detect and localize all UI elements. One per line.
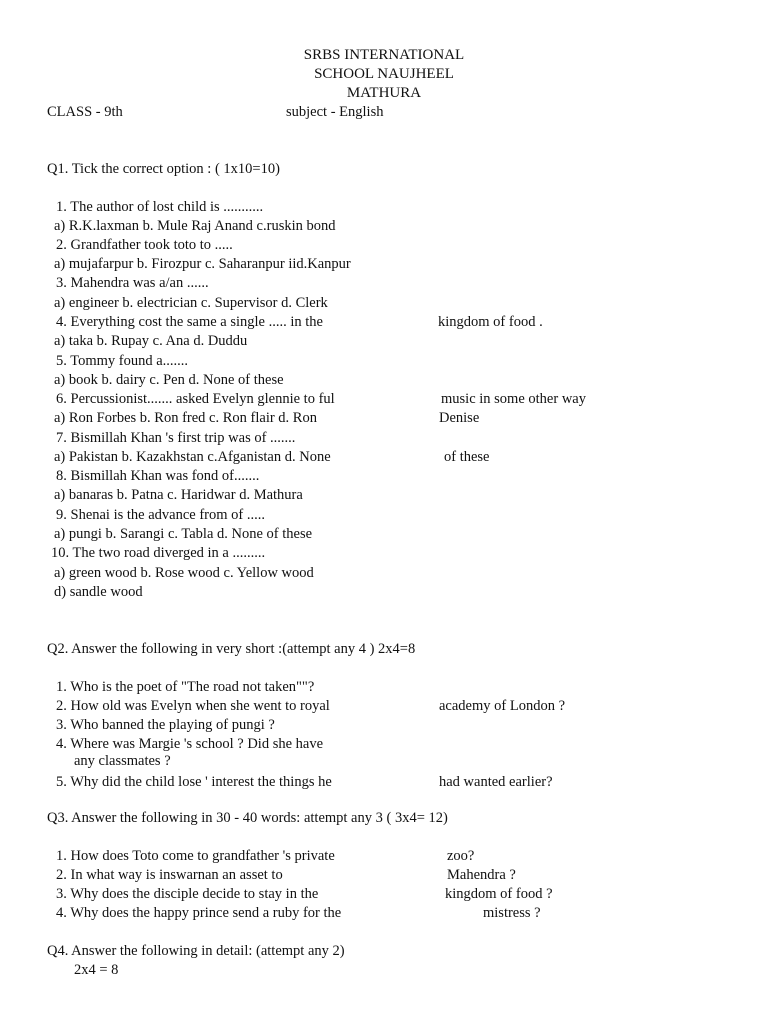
q2-heading: Q2. Answer the following in very short :(attempt any 4 ) 2x4=8 [47,641,416,657]
q1-line: a) engineer b. electrician c. Supervisor d. Clerk [54,295,328,311]
q1-line: a) mujafarpur b. Firozpur c. Saharanpur iid.Kanpur [54,256,351,272]
q1-line-continuation: music in some other way [441,391,586,407]
q2-line: 3. Who banned the playing of pungi ? [56,717,275,733]
q1-line: 1. The author of lost child is ........... [56,199,264,215]
q1-heading: Q1. Tick the correct option : ( 1x10=10) [47,161,280,177]
q2-line: 4. Where was Margie 's school ? Did she have [56,736,324,752]
q1-line: 5. Tommy found a....... [56,353,189,369]
q2-line: 2. How old was Evelyn when she went to royal [56,698,330,714]
school-name-line1: SRBS INTERNATIONAL [303,47,465,63]
q4-heading: Q4. Answer the following in detail: (attempt any 2) [47,943,345,959]
q4-marks: 2x4 = 8 [74,962,119,978]
q1-line-continuation: kingdom of food . [438,314,543,330]
q1-line: a) R.K.laxman b. Mule Raj Anand c.ruskin bond [54,218,336,234]
q2-line: any classmates ? [74,753,171,769]
q3-line-continuation: kingdom of food ? [445,886,553,902]
q3-heading: Q3. Answer the following in 30 - 40 words: attempt any 3 ( 3x4= 12) [47,810,448,826]
q1-line: 3. Mahendra was a/an ...... [56,275,209,291]
q1-line: d) sandle wood [54,584,143,600]
q1-line: a) taka b. Rupay c. Ana d. Duddu [54,333,248,349]
q1-line: a) book b. dairy c. Pen d. None of these [54,372,284,388]
q1-line: a) pungi b. Sarangi c. Tabla d. None of these [54,526,313,542]
q1-line: 6. Percussionist....... asked Evelyn glennie to ful [56,391,335,407]
q3-line: 1. How does Toto come to grandfather 's private [56,848,335,864]
q1-line: 2. Grandfather took toto to ..... [56,237,233,253]
q3-line-continuation: mistress ? [483,905,541,921]
q3-line-continuation: Mahendra ? [447,867,516,883]
q3-line: 2. In what way is inswarnan an asset to [56,867,283,883]
q2-line-continuation: had wanted earlier? [439,774,553,790]
subject-label: subject - English [286,104,384,120]
class-label: CLASS - 9th [47,104,123,120]
q1-line: 4. Everything cost the same a single ..... in the [56,314,323,330]
school-location: MATHURA [346,85,422,101]
q1-line: 9. Shenai is the advance from of ..... [56,507,265,523]
q3-line-continuation: zoo? [447,848,475,864]
q1-line: 8. Bismillah Khan was fond of....... [56,468,260,484]
q2-line-continuation: academy of London ? [439,698,566,714]
q2-line: 1. Who is the poet of "The road not taken""? [56,679,315,695]
q1-line: a) banaras b. Patna c. Haridwar d. Mathura [54,487,303,503]
q1-line: 10. The two road diverged in a ......... [51,545,266,561]
q1-line-continuation: of these [444,449,490,465]
q1-line: a) Ron Forbes b. Ron fred c. Ron flair d. Ron [54,410,317,426]
q1-line: a) green wood b. Rose wood c. Yellow wood [54,565,314,581]
q3-line: 4. Why does the happy prince send a ruby for the [56,905,342,921]
q1-line: 7. Bismillah Khan 's first trip was of ....... [56,430,296,446]
q1-line: a) Pakistan b. Kazakhstan c.Afganistan d. None [54,449,331,465]
q2-line: 5. Why did the child lose ' interest the things he [56,774,332,790]
q3-line: 3. Why does the disciple decide to stay in the [56,886,319,902]
school-name-line2: SCHOOL NAUJHEEL [314,66,454,82]
q1-line-continuation: Denise [439,410,480,426]
